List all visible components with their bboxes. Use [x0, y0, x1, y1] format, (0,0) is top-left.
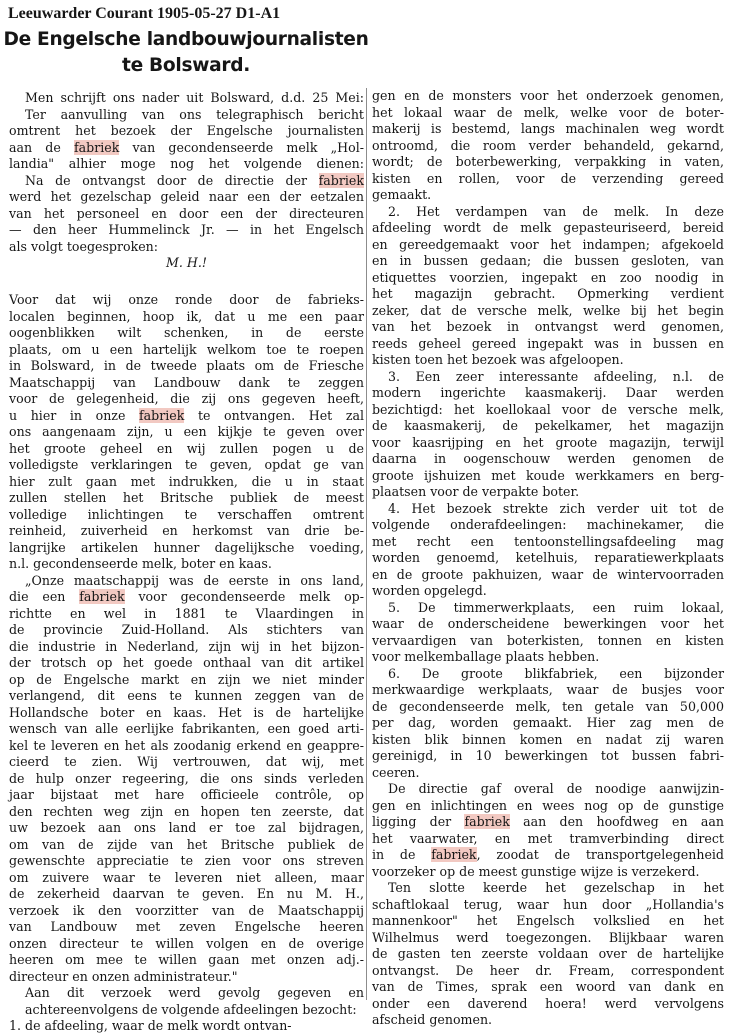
right-text-line: de gasten ten zeerste voldaan over de hartelijke	[372, 946, 724, 961]
left-text-line: de provincie Zuid-Holland. Als stichters van	[9, 622, 364, 637]
right-text-line: onder een daverend hoera! werd vervolgens	[372, 995, 724, 1011]
right-text-line: makerij is bestemd, langs machinalen weg wordt	[372, 121, 724, 136]
headline-line-2: te Bolsward.	[121, 55, 251, 76]
right-text-line: vervaardigen van boterkisten, tonnen en kisten	[372, 632, 724, 648]
right-text-line: 4. Het bezoek strekte zich verder uit tot de	[388, 500, 724, 516]
left-text-line: op de Engelsche markt en zijn we niet minder	[9, 671, 364, 687]
right-text-line: Wilhelmus werd toegezongen. Blijkbaar waren	[372, 929, 724, 945]
left-text-line: u hier in onze fabriek te ontvangen. Het zal	[9, 407, 364, 423]
left-text-line: gewenschte appreciatie te zien voor ons streven	[9, 853, 364, 868]
left-text-line: Hollandsche boter en kaas. Het is de hartelijke	[9, 704, 364, 720]
left-text-line: heeren om mee te willen gaan met onzen adj.-	[9, 952, 364, 967]
left-text-line: „Onze maatschappij was de eerste in ons land,	[25, 572, 364, 588]
left-text-line: kel te leveren en het als zoodanig erkend en geappre-	[9, 737, 364, 753]
right-text-line: gen en inlichtingen en wees nog op de gunstige	[372, 797, 724, 813]
right-text-line: zeker, dat de versche melk, welke bij het begin	[372, 302, 724, 318]
right-text-line: van het bezoek in ontvangst werd genomen,	[372, 319, 724, 334]
right-text-line: wordt; de boterbewerking, verpakking in vaten,	[372, 154, 724, 169]
right-text-line: bezichtigd: het koellokaal voor de versche melk,	[372, 401, 724, 417]
right-text-line: ontvangst. De heer dr. Fream, correspondent	[372, 962, 724, 978]
left-text-line: Aan dit verzoek werd gevolg gegeven en	[25, 985, 364, 1000]
left-text-line: de hulp onzer regeering, die ons sinds verleden	[9, 770, 364, 786]
right-text-line: groote ijshuizen met koude werkkamers en berg-	[372, 467, 724, 483]
right-text-line: 5. De timmerwerkplaats, een ruim lokaal,	[388, 599, 724, 615]
right-text-line: voor melkemballage plaats hebben.	[372, 649, 600, 664]
left-text-line: oogenblikken wilt schenken, in de eerste	[9, 325, 364, 340]
left-text-line: Voor dat wij onze ronde door de fabrieks-	[9, 292, 364, 307]
right-text-line: en in bussen gedaan; die bussen gesloten, van	[372, 253, 724, 268]
right-text-line: van de Times, sprak een woord van dank en	[372, 979, 724, 994]
right-column	[372, 88, 724, 1029]
right-text-line: schaftlokaal terug, waar hun door „Hollandia's	[372, 896, 724, 912]
left-text-line: directeur en onzen administrateur."	[9, 968, 238, 984]
left-text-line: voor de gelegenheid, die zij ons gegeven heeft,	[9, 391, 364, 406]
left-text-line: omtrent het bezoek der Engelsche journalisten	[9, 123, 364, 138]
right-text-line: De directie gaf overal de noodige aanwijzin-	[388, 781, 724, 796]
right-text-line: het magazijn gebracht. Opmerking verdient	[372, 286, 724, 301]
left-text-line: jaar bijstaat met hare officieele contrôle, op	[9, 787, 364, 802]
archive-caption: Leeuwarder Courant 1905-05-27 D1-A1	[8, 5, 281, 22]
highlighted-term: fabriek	[318, 172, 364, 188]
left-text-line: landia" alhier moge nog het volgende dienen:	[9, 156, 364, 171]
right-text-line: ontroomd, die room verder behandeld, gekarnd,	[372, 137, 724, 153]
left-text-line: zullen stellen het Britsche publiek de meest	[9, 490, 364, 505]
left-text-line: Men schrijft ons nader uit Bolsward, d.d. 25 Mei:	[25, 90, 364, 105]
left-text-line: onzen directeur te willen volgen en de overige	[9, 935, 364, 951]
left-text-line: verzoek ik den voorzitter van de Maatschappij	[9, 902, 364, 918]
highlighted-term: fabriek	[464, 814, 510, 829]
left-text-line	[9, 272, 364, 289]
left-text-line: die een fabriek voor gecondenseerde melk op-	[9, 589, 364, 604]
highlighted-term: fabriek	[431, 847, 477, 862]
left-text-line: der trotsch op het goede onthaal van dit artikel	[9, 655, 364, 670]
left-text-line: achtereenvolgens de volgende afdeelingen bezocht:	[25, 1001, 357, 1017]
left-text-line: plaats, om u een hartelijk welkom toe te roepen	[9, 341, 364, 357]
left-text-line: n.l. gecondenseerde melk, boter en kaas.	[9, 556, 272, 571]
right-text-line: 6. De groote blikfabriek, een bijzonder	[388, 665, 724, 681]
right-text-line: merkwaardige werkplaats, waar de busjes voor	[372, 682, 724, 697]
right-text-line: per dag, worden gemaakt. Hier zag men de	[372, 715, 724, 730]
left-text-line: hier zult gaan met indrukken, die u in staat	[9, 473, 364, 489]
right-text-line: kisten toen het bezoek was afgeloopen.	[372, 352, 624, 367]
right-text-line: met recht een tentoonstellingsafdeeling mag	[372, 533, 724, 549]
left-text-line: aan de fabriek van gecondenseerde melk „Hol-	[9, 139, 364, 155]
left-text-line: reinheid, zuiverheid en herkomst van drie be-	[9, 523, 364, 538]
left-text-line: de zekerheid daarvan te geven. En nu M. H.,	[9, 886, 364, 901]
right-text-line: etiquettes voorzien, ingepakt en zoo noodig in	[372, 269, 724, 285]
column-divider	[366, 88, 367, 1000]
right-text-line: gemaakt.	[372, 187, 432, 202]
left-text-line: om zuivere waar te leveren niet alleen, maar	[9, 869, 364, 885]
right-text-line: voorzeker op de meest gunstige wijze is verzekerd.	[372, 863, 700, 879]
right-text-line: ceeren.	[372, 764, 420, 780]
left-column	[9, 90, 364, 1035]
left-text-line: M. H.!	[166, 255, 207, 270]
right-text-line: Ten slotte keerde het gezelschap in het	[388, 880, 724, 895]
left-text-line: van Landbouw met zeven Engelsche heeren	[9, 919, 364, 934]
right-text-line: afdeeling wordt de melk gepasteuriseerd, bereid	[372, 220, 724, 235]
right-text-line: reeds geheel gereed ingepakt was in bussen en	[372, 335, 724, 351]
right-text-line: de kaasmakerij, de pekelkamer, het magazijn	[372, 418, 724, 433]
left-text-line: als volgt toegesproken:	[9, 238, 159, 254]
right-text-line: kisten blik binnen komen en nadat zij waren	[372, 731, 724, 747]
left-text-line: Maatschappij van Landbouw dank te zeggen	[9, 374, 364, 390]
right-text-line: ligging der fabriek aan den hoofdweg en aan	[372, 814, 724, 829]
right-text-line: worden genoemd, ketelhuis, reparatiewerkplaats	[372, 550, 724, 565]
highlighted-term: fabriek	[73, 139, 120, 155]
headline-line-1: De Engelsche landbouwjournalisten	[3, 29, 369, 50]
left-text-line: Na de ontvangst door de directie der fabriek	[25, 172, 364, 188]
left-text-line: van het personeel en door een der directeuren	[9, 205, 364, 221]
left-text-line: Ter aanvulling van ons telegraphisch bericht	[25, 106, 364, 122]
left-text-line: werd het gezelschap geleid naar een der eetzalen	[9, 189, 364, 204]
left-text-line: langrijke artikelen hunner dagelijksche voeding,	[9, 539, 364, 555]
right-text-line: daarna in oogenschouw werden genomen de	[372, 451, 724, 466]
highlighted-term: fabriek	[79, 589, 125, 604]
left-text-line: den rechten weg zijn en hopen ten zeerste, dat	[9, 803, 364, 819]
right-text-line: het lokaal waar de melk, welke voor de boter-	[372, 104, 724, 120]
left-text-line: in Bolsward, in de tweede plaats om de Friesche	[9, 358, 364, 373]
right-text-line: en gereedgemaakt voor het indampen; afgekoeld	[372, 236, 724, 252]
left-text-line: uw bezoek aan ons land er toe zal bijdragen,	[9, 820, 364, 835]
right-text-line: waar de onderscheidene bewerkingen voor het	[372, 616, 724, 631]
left-text-line: het groote geheel en wij zullen pogen u de	[9, 440, 364, 456]
right-text-line: mannenkoor" het Engelsch volkslied en het	[372, 913, 724, 928]
right-text-line: voor kaasrijping en het groote magazijn, terwijl	[372, 434, 724, 450]
right-text-line: gereinigd, in 10 bewerkingen tot bussen fabri-	[372, 748, 724, 763]
right-text-line: plaatsen voor de verpakte boter.	[372, 484, 580, 499]
right-text-line: gen en de monsters voor het onderzoek genomen,	[372, 88, 724, 103]
right-text-line: de gecondenseerde melk, ten getale van 50,000	[372, 698, 724, 714]
right-text-line: worden opgelegd.	[372, 583, 487, 598]
left-text-line: 1. de afdeeling, waar de melk wordt ontvan-	[9, 1018, 292, 1033]
left-text-line: cieerd te zien. Wij vertrouwen, dat wij, met	[9, 754, 364, 769]
newspaper-clipping	[0, 26, 730, 1033]
left-text-line: volledigste verklaringen te geven, opdat ge van	[9, 457, 364, 472]
left-text-line: — den heer Hummelinck Jr. — in het Engelsch	[9, 222, 364, 237]
left-text-line: localen beginnen, hoop ik, dat u me een paar	[9, 308, 364, 324]
left-text-line: volledige inlichtingen te verschaffen omtrent	[9, 506, 364, 522]
highlighted-term: fabriek	[138, 407, 185, 423]
left-text-line: ons aangenaam zijn, u een kijkje te geven over	[9, 424, 364, 439]
right-text-line: in de fabriek, zoodat de transportgelegenheid	[372, 847, 724, 862]
right-text-line: volgende onderafdeelingen: machinekamer, die	[372, 517, 724, 532]
left-text-line: die industrie in Nederland, zijn wij in het bijzon-	[9, 638, 364, 654]
right-text-line: 3. Een zeer interessante afdeeling, n.l. de	[388, 368, 724, 384]
right-text-line: en de groote pakhuizen, waar de wintervoorraden	[372, 566, 724, 582]
left-text-line: wensch van alle eerlijke fabrikanten, een goed arti-	[9, 721, 364, 736]
left-text-line: om van de zijde van het Britsche publiek de	[9, 836, 364, 852]
right-text-line: het vaarwater, en met tramverbinding direct	[372, 830, 724, 846]
right-text-line: kisten en rollen, voor de verzending gereed	[372, 170, 724, 186]
right-text-line: afscheid genomen.	[372, 1012, 493, 1027]
right-text-line: 2. Het verdampen van de melk. In deze	[388, 203, 724, 219]
right-text-line: modern ingerichte kaasmakerij. Daar werden	[372, 385, 724, 400]
left-text-line: richtte en wel in 1881 te Vlaardingen in	[9, 605, 364, 621]
left-text-line: verlangend, dit eens te kunnen zeggen van de	[9, 688, 364, 703]
